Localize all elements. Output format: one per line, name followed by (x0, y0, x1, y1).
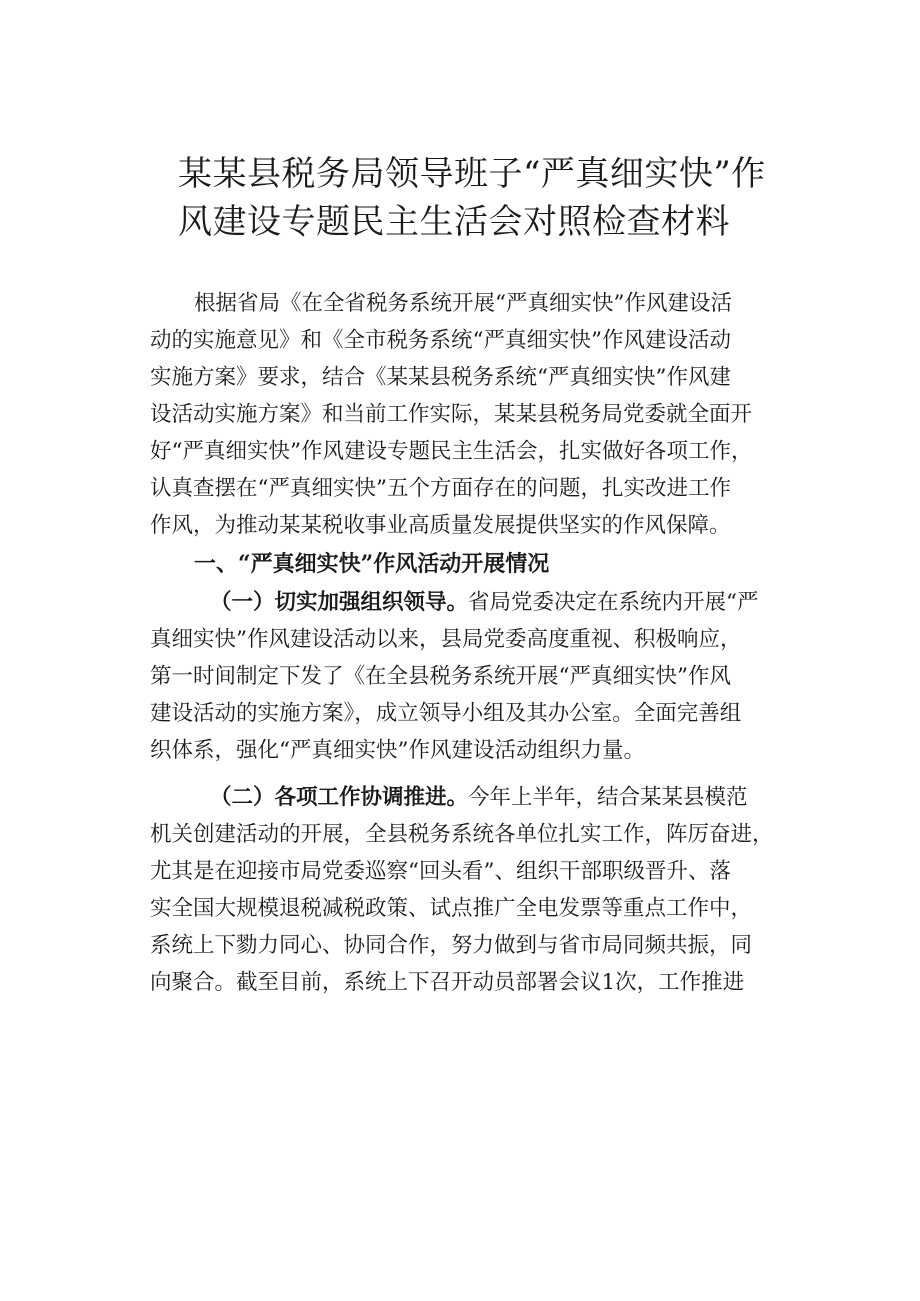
paragraph-line: 设活动实施方案》和当前工作实际，某某县税务局党委就全面开 (150, 402, 753, 427)
paragraph-text: 省局党委决定在系统内开展“严 (468, 590, 759, 615)
subsection-lead: （二）各项工作协调推进。 (210, 785, 469, 810)
paragraph-line: 系统上下勠力同心、协同合作，努力做到与省市局同频共振，同 (150, 933, 753, 958)
subsection-1-paragraph (150, 584, 810, 769)
paragraph-line: 真细实快”作风建设活动以来，县局党委高度重视、积极响应， (150, 627, 742, 652)
title-line-2: 风建设专题民主生活会对照检查材料 (178, 202, 730, 242)
paragraph-text: 今年上半年，结合某某县模范 (468, 785, 748, 810)
subsection-lead: （一）切实加强组织领导。 (210, 590, 469, 615)
paragraph-line: 好“严真细实快”作风建设专题民主生活会，扎实做好各项工作， (150, 439, 753, 464)
subsection-2-paragraph (150, 779, 810, 1001)
document-body (150, 285, 810, 1001)
paragraph-line (150, 779, 810, 816)
paragraph-line: 动的实施意见》和《全市税务系统“严真细实快”作风建设活动 (150, 328, 731, 353)
paragraph-line (150, 584, 810, 621)
paragraph-line: 认真查摆在“严真细实快”五个方面存在的问题，扎实改进工作 (150, 476, 731, 501)
paragraph-line: 根据省局《在全省税务系统开展“严真细实快”作风建设活 (194, 291, 732, 316)
intro-paragraph (150, 285, 810, 544)
section-heading: 一、“严真细实快”作风活动开展情况 (194, 551, 550, 577)
document-title (178, 150, 818, 246)
paragraph-line: 织体系，强化“严真细实快”作风建设活动组织力量。 (150, 738, 645, 763)
title-line-1: 某某县税务局领导班子“严真细实快”作 (178, 154, 766, 194)
paragraph-line: 向聚合。截至目前，系统上下召开动员部署会议1次，工作推进 (150, 970, 745, 995)
paragraph-line: 第一时间制定下发了《在全县税务系统开展“严真细实快”作风 (150, 664, 731, 689)
paragraph-line: 实施方案》要求，结合《某某县税务系统“严真细实快”作风建 (150, 365, 731, 390)
paragraph-line: 机关创建活动的开展，全县税务系统各单位扎实工作，阵厉奋进， (150, 822, 774, 847)
paragraph-line: 实全国大规模退税减税政策、试点推广全电发票等重点工作中， (150, 896, 753, 921)
paragraph-line: 尤其是在迎接市局党委巡察“回头看”、组织干部职级晋升、落 (150, 859, 731, 884)
paragraph-gap (150, 769, 810, 779)
paragraph-line: 作风，为推动某某税收事业高质量发展提供坚实的作风保障。 (150, 513, 731, 538)
paragraph-line: 建设活动的实施方案》，成立领导小组及其办公室。全面完善组 (150, 701, 742, 726)
